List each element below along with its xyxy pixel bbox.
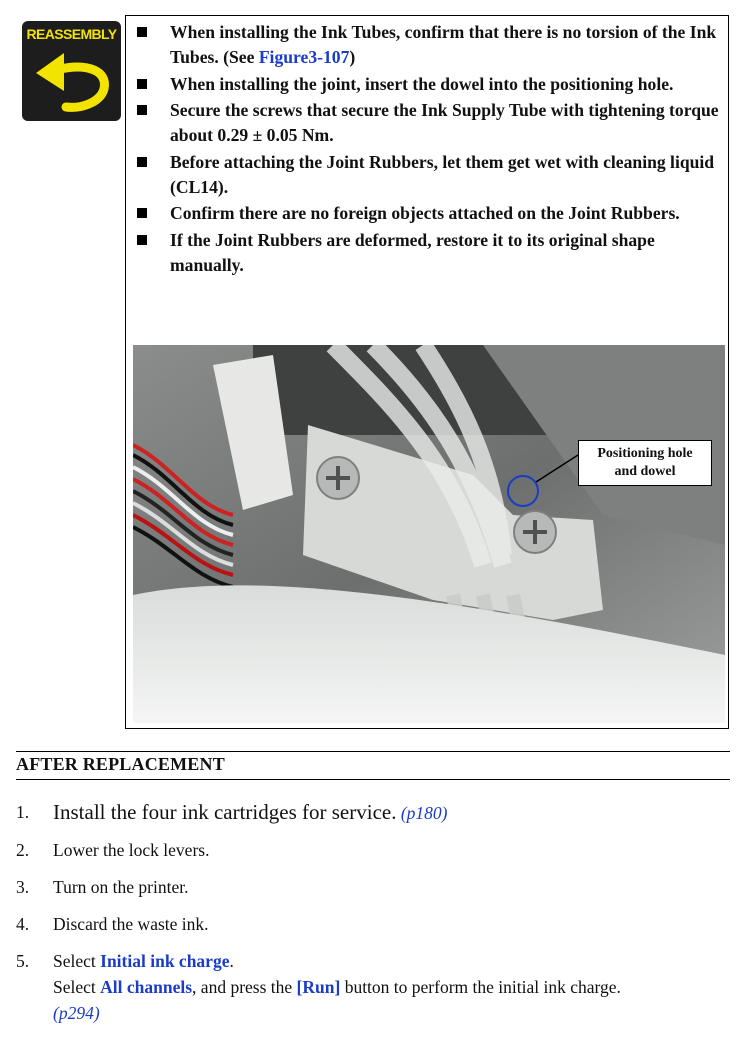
section-rule-bottom [16,779,730,780]
callout-line-2: and dowel [614,464,676,479]
reassembly-label: REASSEMBLY [26,26,117,42]
square-bullet-icon [137,105,147,115]
reassembly-notes-list [137,20,727,279]
step-number: 1. [16,802,30,822]
step-number: 4. [16,914,30,934]
step-number: 3. [16,877,30,897]
note-item: Secure the screws that secure the Ink Supply Tube with tightening torque about 0.29 ± 0.05 Nm. [137,98,727,148]
note-item: If the Joint Rubbers are deformed, restore it to its original shape manually. [137,228,727,278]
page-ref-link[interactable]: (p294) [53,1003,100,1023]
reassembly-badge [22,21,121,121]
ink-tube-joint-photo [133,345,725,723]
note-item: Before attaching the Joint Rubbers, let them get wet with cleaning liquid (CL14). [137,150,727,200]
menu-item-initial-ink-charge[interactable]: Initial ink charge [100,951,230,971]
square-bullet-icon [137,235,147,245]
square-bullet-icon [137,27,147,37]
photo-callout [578,440,712,486]
step-number: 2. [16,840,30,860]
section-heading: AFTER REPLACEMENT [16,754,225,774]
step-number: 5. [16,951,30,971]
square-bullet-icon [137,208,147,218]
section-rule-top [16,751,730,752]
note-item: When installing the Ink Tubes, confirm that there is no torsion of the Ink Tubes. (See Figure3-107) [137,20,727,70]
menu-item-all-channels[interactable]: All channels [100,977,193,997]
square-bullet-icon [137,157,147,167]
note-item: Confirm there are no foreign objects attached on the Joint Rubbers. [137,201,727,226]
step-text: Lower the lock levers. [53,840,210,860]
curved-arrow-icon [30,49,114,115]
callout-line-1: Positioning hole [597,446,693,461]
note-item: When installing the joint, insert the dowel into the positioning hole. [137,72,727,97]
square-bullet-icon [137,79,147,89]
step-text: Discard the waste ink. [53,914,209,934]
page-ref-link[interactable]: (p180) [400,803,448,823]
figure-link[interactable]: Figure3-107 [258,47,350,67]
step-text: Install the four ink cartridges for service. [53,800,397,824]
step-text: Turn on the printer. [53,877,189,897]
run-button-label[interactable]: [Run] [296,977,341,997]
